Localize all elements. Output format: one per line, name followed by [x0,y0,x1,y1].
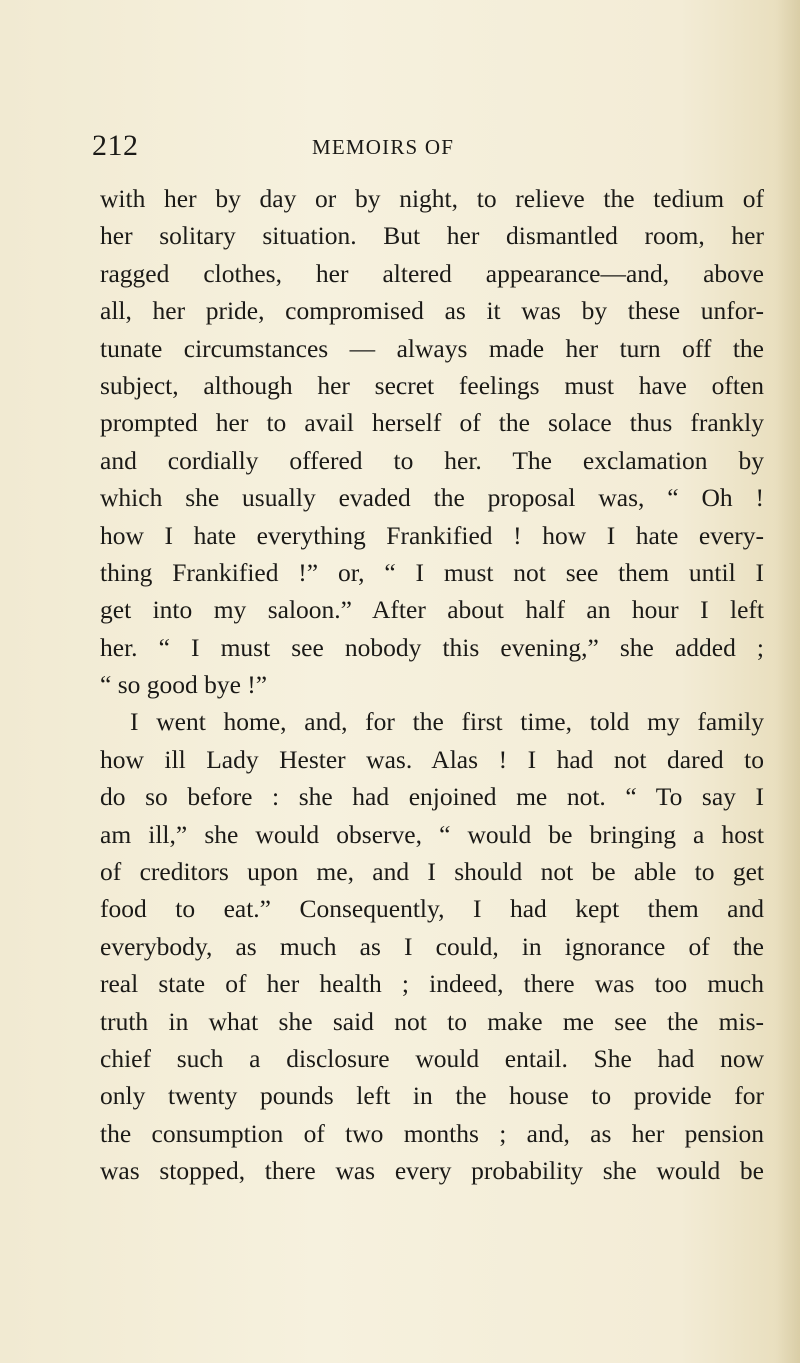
text-line: do so before : she had enjoined me not. “ To say I [100,782,764,812]
text-line: her. “ I must see nobody this evening,” she added ; [100,632,764,662]
page-number: 212 [92,129,139,162]
text-line: “ so good bye !” [100,670,268,700]
text-line: the consumption of two months ; and, as her pension [100,1118,764,1148]
text-line: get into my saloon.” After about half an hour I left [100,595,764,625]
text-line: ragged clothes, her altered appearance—and, above [100,258,764,288]
text-line: her solitary situation. But her dismantled room, her [100,221,764,251]
text-line: tunate circumstances — always made her turn off the [100,333,764,363]
page-header [92,129,772,163]
text-line: food to eat.” Consequently, I had kept them and [100,894,764,924]
text-line: subject, although her secret feelings must have often [100,370,764,400]
text-line: everybody, as much as I could, in ignorance of the [100,931,764,961]
text-line: thing Frankified !” or, “ I must not see them until I [100,557,764,587]
text-line: how ill Lady Hester was. Alas ! I had not dared to [100,744,764,774]
text-line: truth in what she said not to make me see the mis- [100,1006,764,1036]
text-line: only twenty pounds left in the house to provide for [100,1081,764,1111]
text-line: of creditors upon me, and I should not be able to get [100,857,764,887]
text-line: how I hate everything Frankified ! how I hate every- [100,520,764,550]
text-line: am ill,” she would observe, “ would be bringing a host [100,819,764,849]
text-line: with her by day or by night, to relieve the tedium of [100,184,764,213]
text-line: which she usually evaded the proposal was, “ Oh ! [100,483,764,513]
text-line: chief such a disclosure would entail. She had now [100,1043,764,1073]
text-line: real state of her health ; indeed, there was too much [100,969,764,999]
text-line: I went home, and, for the first time, told my family [130,707,764,737]
running-head: MEMOIRS OF [312,135,455,159]
text-line: all, her pride, compromised as it was by these unfor- [100,296,764,326]
text-line: was stopped, there was every probability she would be [100,1156,764,1186]
text-line: and cordially offered to her. The exclamation by [100,445,764,475]
text-line: prompted her to avail herself of the solace thus frankly [100,408,764,438]
body-text [100,180,764,1190]
